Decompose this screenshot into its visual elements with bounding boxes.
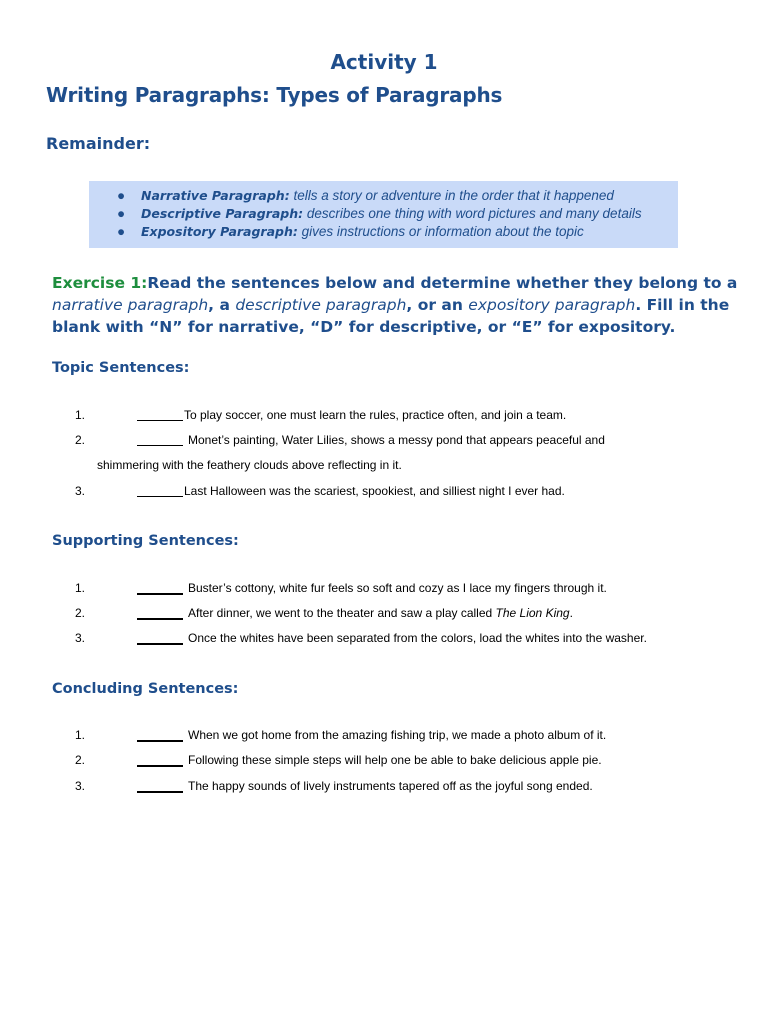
exercise-fill: . Fill in the <box>635 296 730 314</box>
item-number: 3. <box>75 484 86 498</box>
answer-blank[interactable] <box>137 753 183 767</box>
term-narrative: narrative paragraph <box>52 296 209 314</box>
term-expository: expository paragraph <box>468 296 636 314</box>
topic-sentences-heading: Topic Sentences: <box>52 360 190 376</box>
term-descriptive: descriptive paragraph <box>235 296 407 314</box>
item-number: 2. <box>75 753 86 767</box>
reminder-term: Narrative Paragraph: <box>141 188 290 203</box>
remainder-heading: Remainder: <box>46 134 151 153</box>
item-number: 3. <box>75 779 86 793</box>
item-number: 3. <box>75 631 86 645</box>
answer-blank[interactable] <box>137 779 183 793</box>
reminder-term: Descriptive Paragraph: <box>141 206 304 221</box>
reminder-term: Expository Paragraph: <box>141 224 298 239</box>
answer-blank[interactable] <box>137 728 183 742</box>
answer-blank[interactable] <box>137 433 183 446</box>
answer-blank[interactable] <box>137 606 183 620</box>
item-number: 2. <box>75 433 86 447</box>
activity-title: Activity 1 <box>330 50 438 74</box>
reminder-item-narrative <box>117 187 678 205</box>
item-text: Monet’s painting, Water Lilies, shows a messy pond that appears peaceful and <box>188 433 605 447</box>
item-text: The happy sounds of lively instruments tapered off as the joyful song ended. <box>188 779 593 793</box>
item-text <box>188 606 573 620</box>
play-title: The Lion King <box>495 606 570 620</box>
item-number: 2. <box>75 606 86 620</box>
answer-blank[interactable] <box>137 631 183 645</box>
reminder-definition: tells a story or adventure in the order that it happened <box>289 188 614 203</box>
item-text: Following these simple steps will help one be able to bake delicious apple pie. <box>188 753 602 767</box>
item-text: When we got home from the amazing fishing trip, we made a photo album of it. <box>188 728 607 742</box>
item-text: To play soccer, one must learn the rules, practice often, and join a team. <box>184 408 567 422</box>
exercise-line-3: blank with “N” for narrative, “D” for descriptive, or “E” for expository. <box>52 318 676 336</box>
reminder-item-expository <box>117 223 678 241</box>
exercise-instructions <box>52 272 738 338</box>
exercise-line-1 <box>52 272 738 294</box>
item-text-end: . <box>569 606 573 620</box>
item-number: 1. <box>75 581 86 595</box>
reminder-box <box>89 181 678 248</box>
bullet-icon: ● <box>117 206 126 221</box>
item-text: Buster’s cottony, white fur feels so soft and cozy as I lace my fingers through it. <box>188 581 607 595</box>
page-subtitle: Writing Paragraphs: Types of Paragraphs <box>46 83 503 107</box>
answer-blank[interactable] <box>137 408 183 421</box>
item-number: 1. <box>75 728 86 742</box>
exercise-sep-a: , a <box>208 296 236 314</box>
exercise-sep-or: , or an <box>406 296 469 314</box>
reminder-definition: describes one thing with word pictures and many details <box>303 206 642 221</box>
item-text-continued: shimmering with the feathery clouds above reflecting in it. <box>97 458 402 472</box>
supporting-sentences-heading: Supporting Sentences: <box>52 533 239 549</box>
concluding-sentences-heading: Concluding Sentences: <box>52 681 239 697</box>
bullet-icon: ● <box>117 188 126 203</box>
bullet-icon: ● <box>117 224 126 239</box>
item-text: Once the whites have been separated from the colors, load the whites into the washer. <box>188 631 647 645</box>
reminder-item-descriptive <box>117 205 678 223</box>
reminder-definition: gives instructions or information about the topic <box>297 224 584 239</box>
item-text-main: After dinner, we went to the theater and saw a play called <box>188 606 496 620</box>
item-text: Last Halloween was the scariest, spookiest, and silliest night I ever had. <box>184 484 565 498</box>
exercise-line-1-text: Read the sentences below and determine whether they belong to a <box>147 274 738 292</box>
answer-blank[interactable] <box>137 484 183 497</box>
exercise-label: Exercise 1: <box>52 274 148 292</box>
answer-blank[interactable] <box>137 581 183 595</box>
exercise-line-2 <box>52 294 730 316</box>
item-number: 1. <box>75 408 86 422</box>
